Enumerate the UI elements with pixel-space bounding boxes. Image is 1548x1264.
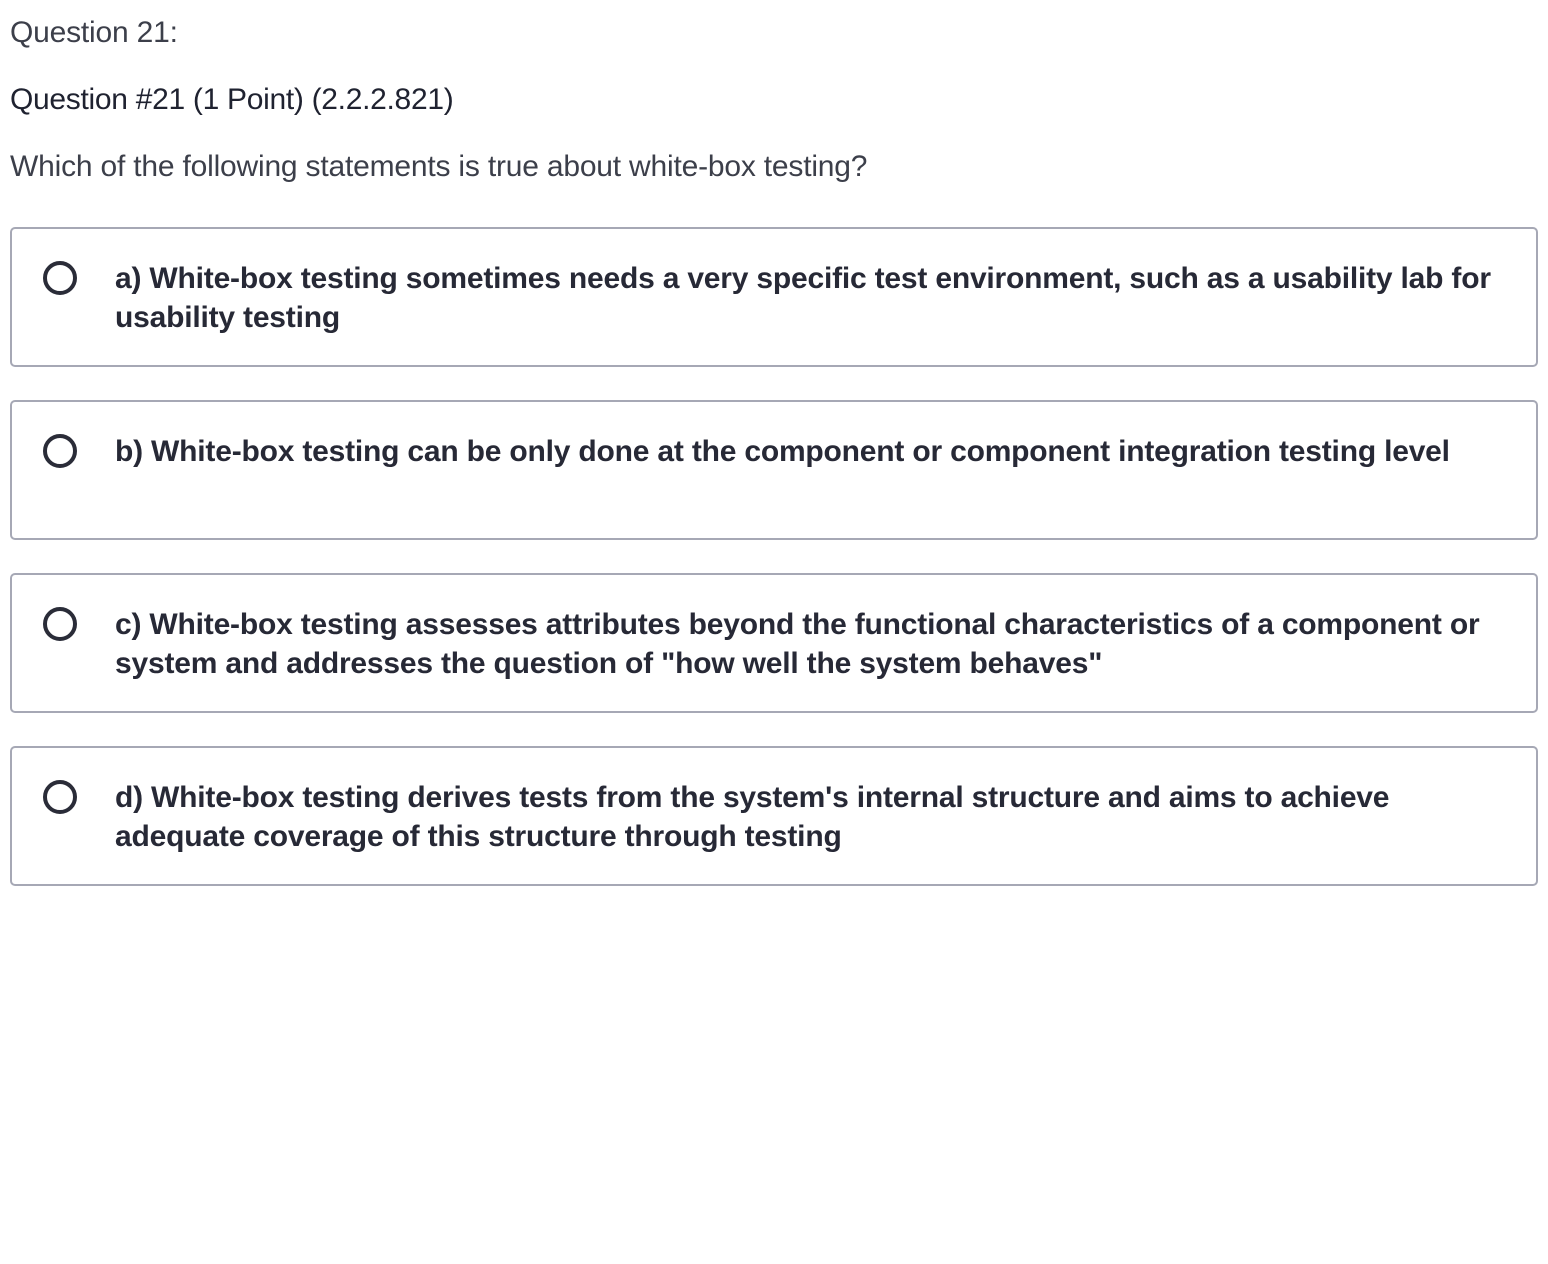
answer-option-label: a) White-box testing sometimes needs a very specific test environment, such as a usability lab for usability testing xyxy=(115,262,1491,334)
answer-option-b[interactable] xyxy=(10,400,1538,540)
question-meta: Question #21 (1 Point) (2.2.2.821) xyxy=(10,83,454,116)
radio-button-icon[interactable] xyxy=(43,780,77,814)
answer-option-a[interactable] xyxy=(10,227,1538,367)
radio-button-icon[interactable] xyxy=(43,434,77,468)
radio-button-icon[interactable] xyxy=(43,607,77,641)
quiz-question xyxy=(10,0,1538,886)
answer-option-label: b) White-box testing can be only done at the component or component integration testing level xyxy=(115,435,1450,468)
answer-option-c[interactable] xyxy=(10,573,1538,713)
radio-button-icon[interactable] xyxy=(43,261,77,295)
answer-option-d[interactable] xyxy=(10,746,1538,886)
question-prompt: Which of the following statements is true about white-box testing? xyxy=(10,150,868,183)
answer-options xyxy=(10,227,1538,886)
question-number: Question 21: xyxy=(10,16,178,49)
answer-option-label: d) White-box testing derives tests from the system's internal structure and aims to achieve adequate coverage of this structure through testing xyxy=(115,781,1390,853)
answer-option-label: c) White-box testing assesses attributes beyond the functional characteristics of a component or system and addresses the question of "how well the system behaves" xyxy=(115,608,1480,680)
